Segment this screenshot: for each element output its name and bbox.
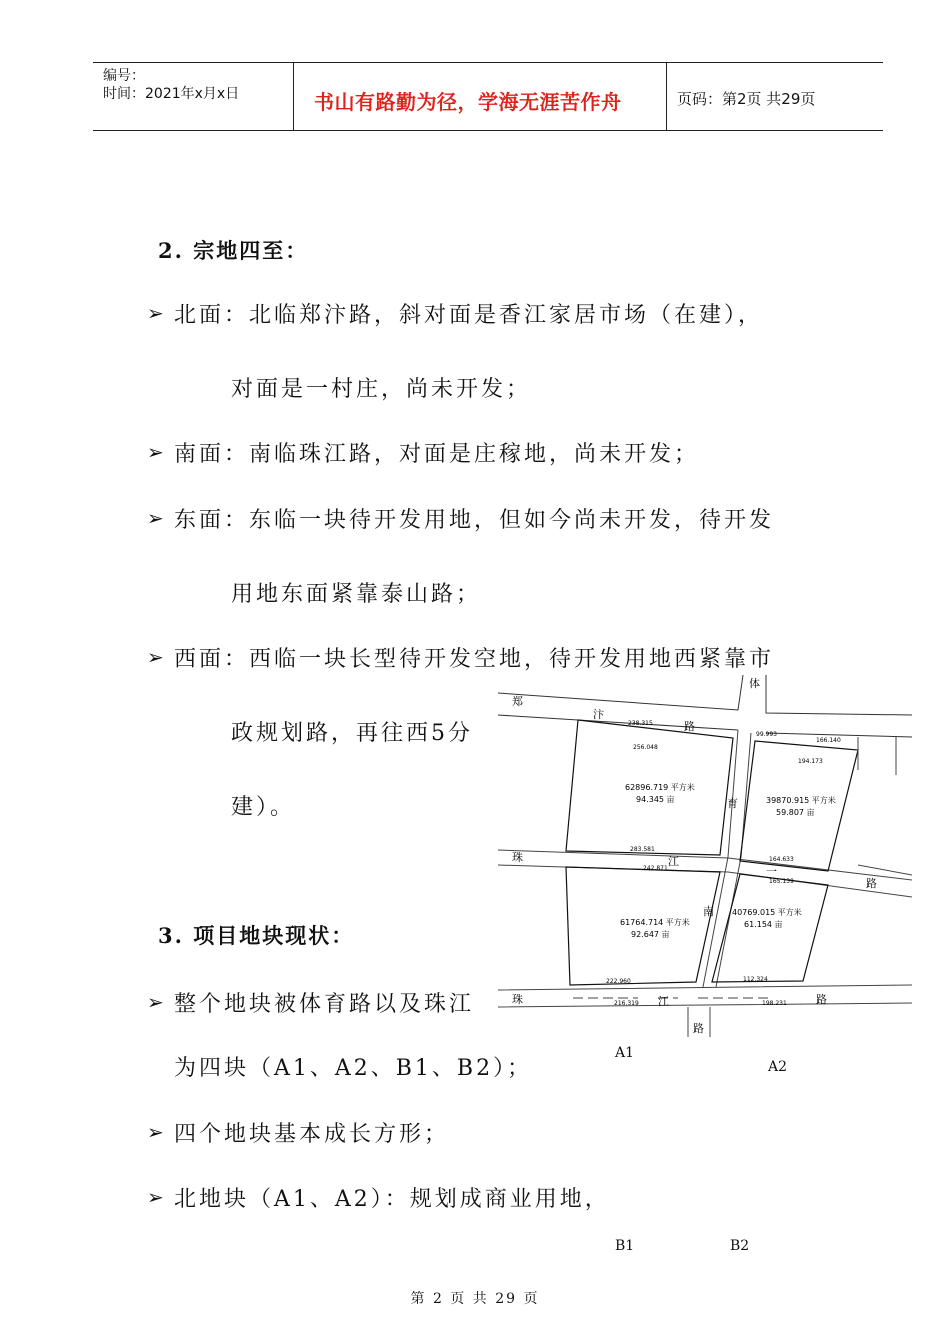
road-label: 一 bbox=[766, 865, 777, 878]
label-a1: A1 bbox=[615, 1045, 635, 1061]
east-line-2: 用地东面紧靠泰山路； bbox=[231, 582, 482, 607]
road-label: 珠 bbox=[512, 851, 523, 864]
page-header bbox=[93, 62, 883, 131]
status-line-2: 为四块（A1、A2、B1、B2）； bbox=[174, 1056, 533, 1081]
parcel-mu: 61.154 亩 bbox=[744, 920, 783, 929]
parcel-area: 40769.015 平方米 bbox=[732, 908, 802, 917]
parcel-mu: 94.345 亩 bbox=[636, 795, 675, 804]
dimension-label: 238.315 bbox=[628, 720, 653, 727]
road-label: 汴 bbox=[593, 708, 604, 721]
status-line-4: 北地块（A1、A2）：规划成商业用地， bbox=[174, 1187, 610, 1212]
header-motto-cell bbox=[294, 63, 667, 130]
bullet-icon: ➢ bbox=[147, 1120, 164, 1144]
bullet-icon: ➢ bbox=[147, 506, 164, 530]
south-line: 南面：南临珠江路，对面是庄稼地，尚未开发； bbox=[174, 442, 700, 467]
north-line-2: 对面是一村庄，尚未开发； bbox=[231, 377, 532, 402]
dimension-label: 194.173 bbox=[798, 758, 823, 765]
bullet-icon: ➢ bbox=[147, 1185, 164, 1209]
header-page-info: 页码：第2页 共29页 bbox=[677, 90, 816, 108]
dimension-label: 242.871 bbox=[643, 865, 668, 872]
status-line-3: 四个地块基本成长方形； bbox=[174, 1122, 450, 1147]
east-line-1: 东面：东临一块待开发用地，但如今尚未开发，待开发 bbox=[174, 508, 775, 533]
north-line-1: 北面：北临郑汴路，斜对面是香江家居市场（在建）， bbox=[174, 303, 764, 328]
road-label: 路 bbox=[816, 993, 827, 1006]
bullet-icon: ➢ bbox=[147, 990, 164, 1014]
parcel-mu: 92.647 亩 bbox=[631, 930, 670, 939]
west-line-1: 西面：西临一块长型待开发空地，待开发用地西紧靠市 bbox=[174, 647, 775, 672]
header-meta bbox=[93, 63, 294, 130]
road-label: 珠 bbox=[512, 993, 523, 1006]
parcel-mu: 59.807 亩 bbox=[776, 808, 815, 817]
bullet-icon: ➢ bbox=[147, 440, 164, 464]
dimension-label: 256.048 bbox=[633, 744, 658, 751]
road-label: 路 bbox=[693, 1022, 704, 1035]
road-label: 路 bbox=[866, 877, 877, 890]
label-b2: B2 bbox=[730, 1238, 750, 1254]
road-label: 江 bbox=[658, 995, 669, 1008]
section-2-title: 2. 宗地四至： bbox=[158, 238, 309, 263]
section-3-title: 3. 项目地块现状： bbox=[158, 923, 355, 948]
dimension-label: 216.319 bbox=[614, 1000, 639, 1007]
parcel-area: 39870.915 平方米 bbox=[766, 796, 836, 805]
header-motto: 书山有路勤为径，学海无涯苦作舟 bbox=[314, 90, 622, 114]
road-label: 体 bbox=[749, 677, 760, 690]
west-line-3: 建）。 bbox=[231, 795, 296, 820]
road-label: 路 bbox=[684, 720, 695, 733]
bullet-icon: ➢ bbox=[147, 645, 164, 669]
label-a2: A2 bbox=[768, 1059, 788, 1075]
status-line-1: 整个地块被体育路以及珠江 bbox=[174, 992, 475, 1017]
time-label: 时间：2021年x月x日 bbox=[103, 86, 240, 102]
road-label: 江 bbox=[668, 855, 679, 868]
parcel-area: 62896.719 平方米 bbox=[625, 783, 695, 792]
dimension-label: 198.231 bbox=[762, 1000, 787, 1007]
road-label: 南 bbox=[703, 905, 714, 918]
dimension-label: 164.633 bbox=[769, 856, 794, 863]
parcel-area: 61764.714 平方米 bbox=[620, 918, 690, 927]
page-footer: 第 2 页 共 29 页 bbox=[410, 1291, 540, 1307]
dimension-label: 283.581 bbox=[630, 846, 655, 853]
bullet-icon: ➢ bbox=[147, 301, 164, 325]
west-line-2: 政规划路，再往西5分 bbox=[231, 721, 473, 746]
road-label: 郑 bbox=[512, 695, 523, 708]
dimension-label: 166.140 bbox=[816, 737, 841, 744]
dimension-label: 222.960 bbox=[606, 978, 631, 985]
dimension-label: 165.139 bbox=[769, 878, 794, 885]
parcel-map bbox=[498, 675, 912, 1045]
label-b1: B1 bbox=[615, 1238, 635, 1254]
dimension-label: 99.993 bbox=[756, 731, 777, 738]
road-label: 育 bbox=[727, 797, 738, 810]
dimension-label: 112.324 bbox=[743, 976, 768, 983]
number-label: 编号： bbox=[103, 68, 145, 84]
